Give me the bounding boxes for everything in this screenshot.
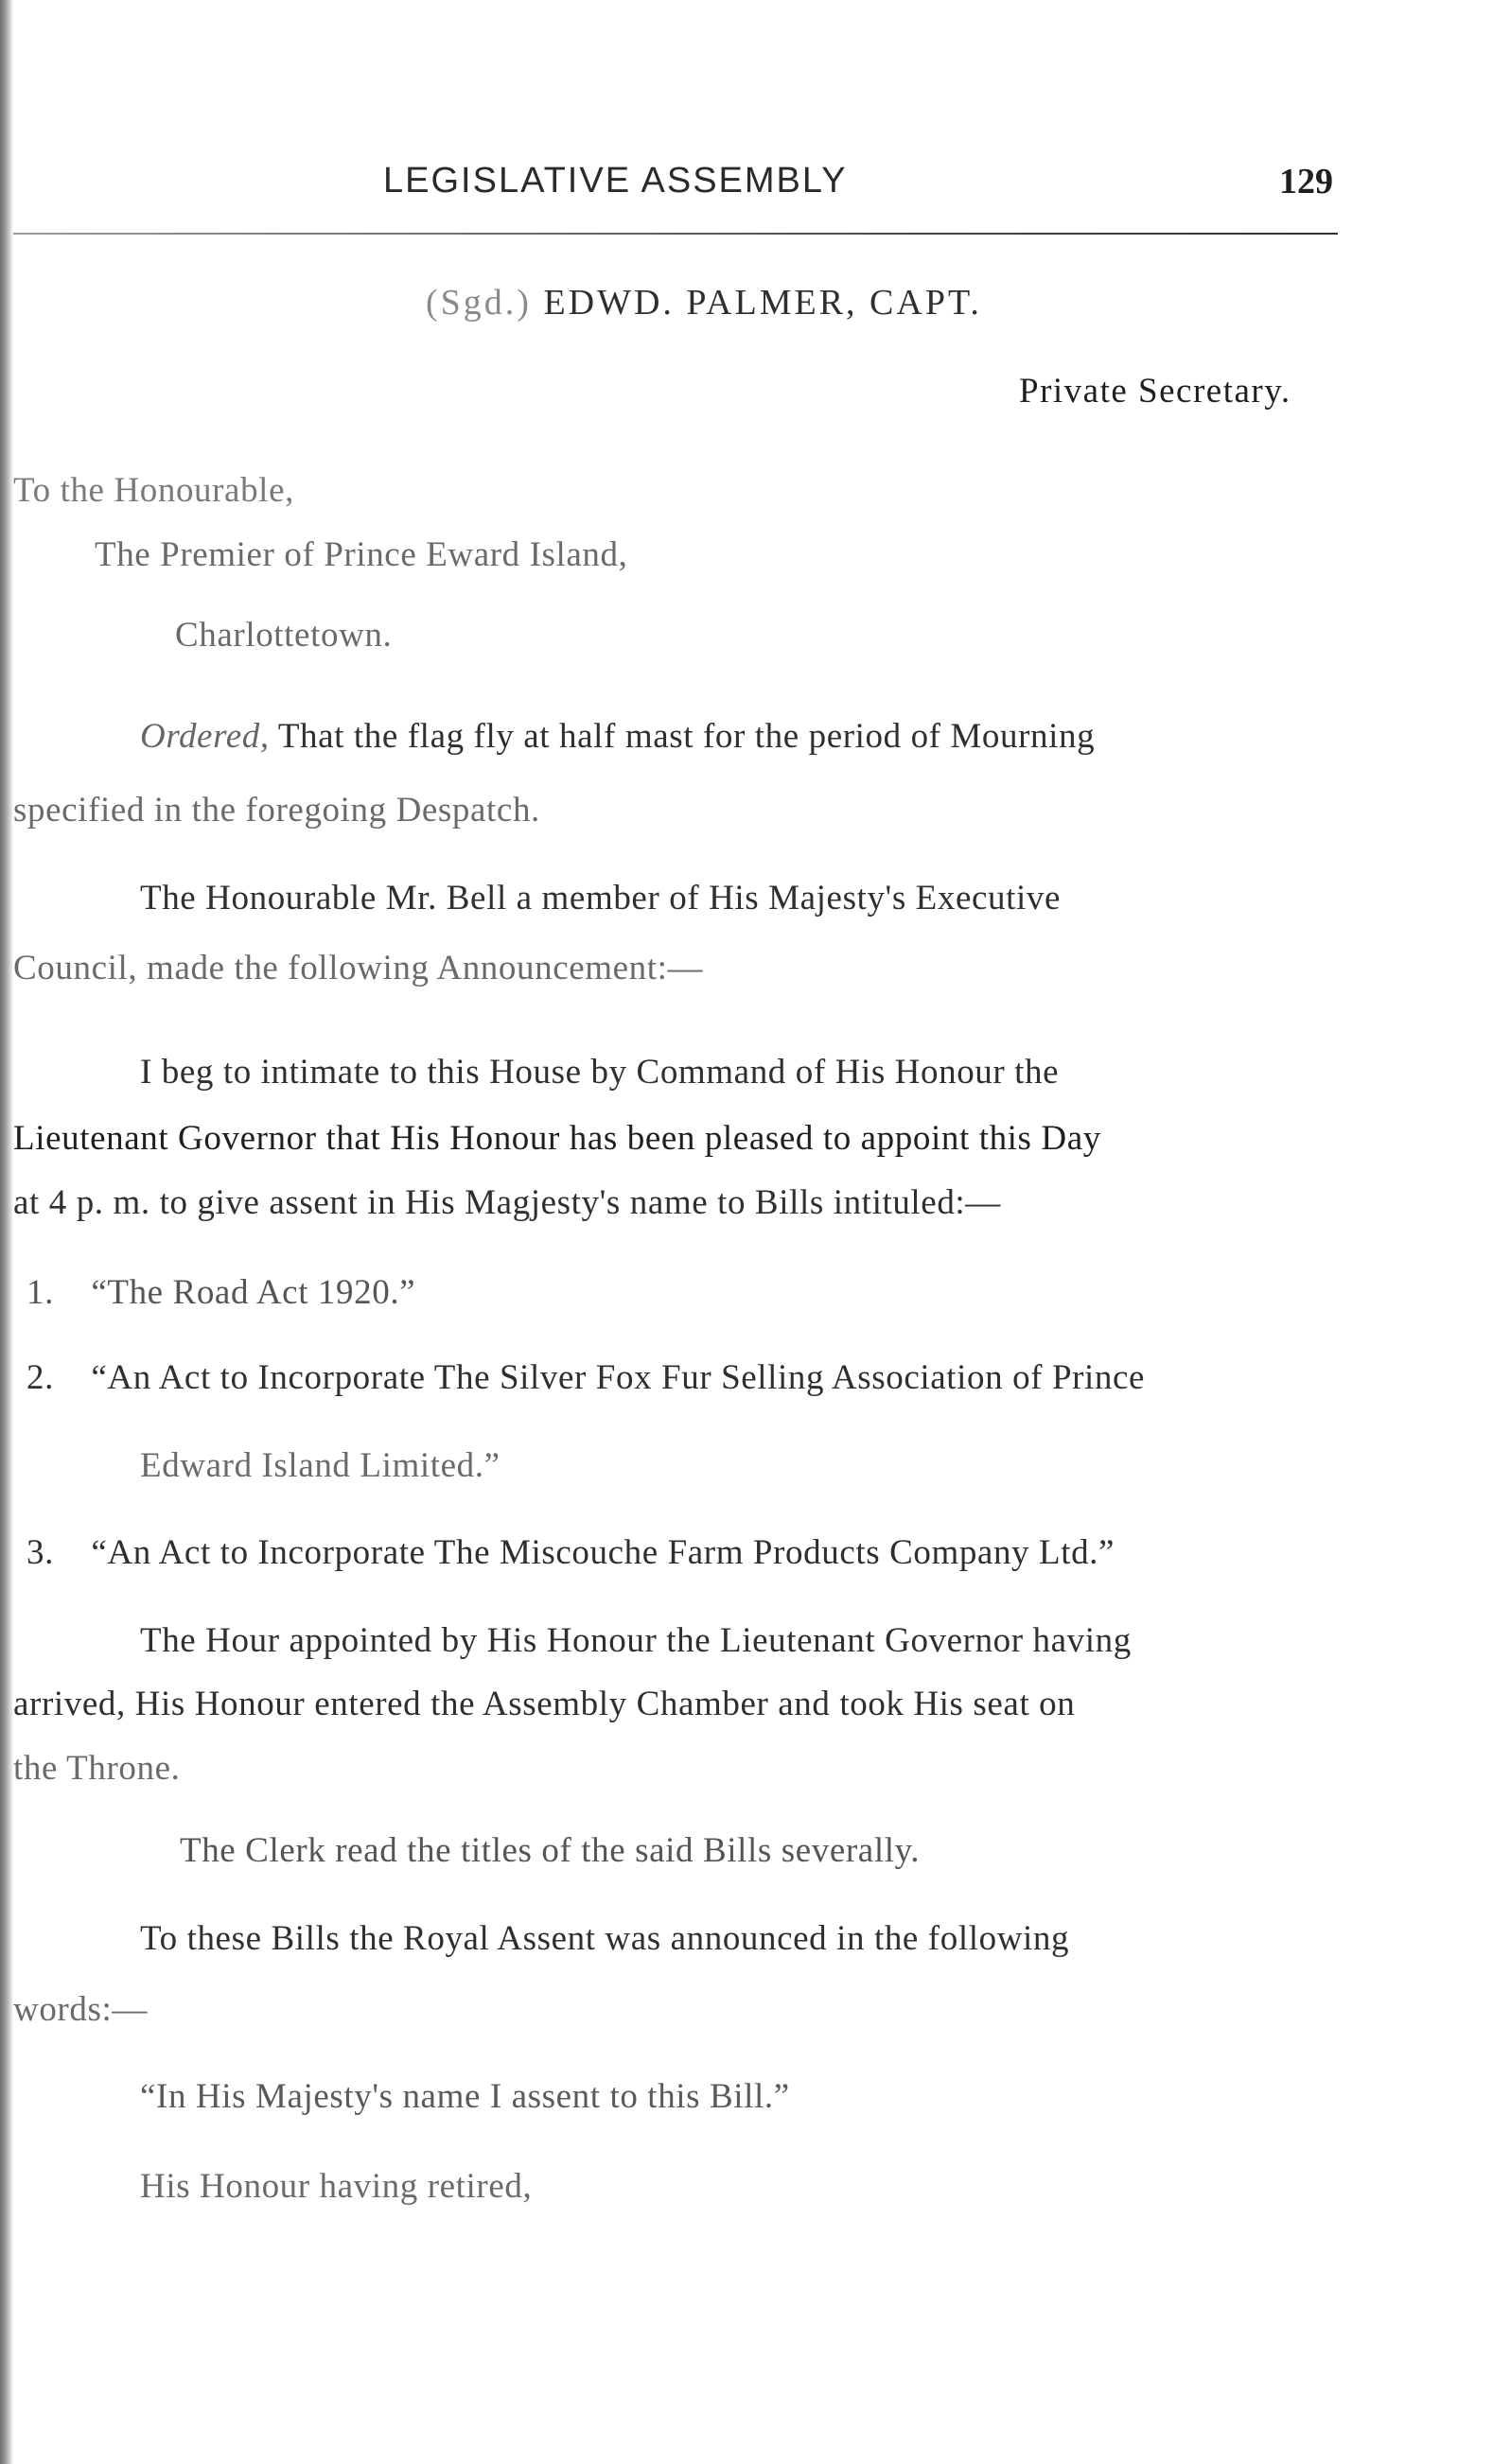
arrival-line-1: The Hour appointed by His Honour the Lieutenant Governor having (140, 1621, 1132, 1660)
assent-words: “In His Majesty's name I assent to this Bill.” (140, 2077, 790, 2116)
bill-number: 3. (26, 1533, 54, 1572)
order-label: Ordered, (140, 717, 270, 756)
announcement-line-3: at 4 p. m. to give assent in His Magjesty's name to Bills intituled:— (13, 1183, 1001, 1222)
order-line-1 (140, 716, 1095, 757)
clerk-line: The Clerk read the titles of the said Bills severally. (180, 1831, 921, 1870)
signature-prefix: (Sgd.) (426, 283, 532, 323)
order-text: That the flag fly at half mast for the period of Mourning (277, 717, 1096, 756)
running-title: LEGISLATIVE ASSEMBLY (383, 161, 848, 201)
bill-2 (26, 1357, 1145, 1398)
header-rule (13, 233, 1338, 235)
bill-title: “An Act to Incorporate The Silver Fox Fur Selling Association of Prince (91, 1358, 1146, 1397)
announcement-intro-line-2: Council, made the following Announcement:— (13, 949, 704, 987)
retired-line: His Honour having retired, (140, 2167, 533, 2206)
running-header (0, 161, 1493, 208)
signature-line (426, 282, 982, 323)
bill-title: “The Road Act 1920.” (91, 1273, 416, 1312)
bill-1 (26, 1272, 415, 1313)
order-line-2: specified in the foregoing Despatch. (13, 791, 540, 830)
announcement-line-2: Lieutenant Governor that His Honour has been pleased to appoint this Day (13, 1119, 1101, 1158)
assent-intro-line-1: To these Bills the Royal Assent was announced in the following (140, 1919, 1070, 1958)
announcement-intro-line-1: The Honourable Mr. Bell a member of His Majesty's Executive (140, 879, 1061, 917)
assent-intro-line-2: words:— (13, 1990, 148, 2029)
arrival-line-2: arrived, His Honour entered the Assembly Chamber and took His seat on (13, 1685, 1076, 1723)
address-line-1: To the Honourable, (13, 471, 294, 510)
address-line-2: The Premier of Prince Eward Island, (95, 535, 628, 574)
bill-2-continuation: Edward Island Limited.” (140, 1446, 501, 1485)
bill-number: 1. (26, 1273, 54, 1312)
signature-title: Private Secretary. (1019, 372, 1291, 411)
bill-3 (26, 1532, 1115, 1573)
address-line-3: Charlottetown. (175, 616, 393, 655)
bill-number: 2. (26, 1358, 54, 1397)
announcement-line-1: I beg to intimate to this House by Command of His Honour the (140, 1053, 1060, 1092)
arrival-line-3: the Throne. (13, 1749, 181, 1788)
bill-title: “An Act to Incorporate The Miscouche Farm Products Company Ltd.” (91, 1533, 1115, 1572)
signature-name: EDWD. PALMER, CAPT. (543, 283, 982, 323)
page-number: 129 (1279, 162, 1333, 201)
